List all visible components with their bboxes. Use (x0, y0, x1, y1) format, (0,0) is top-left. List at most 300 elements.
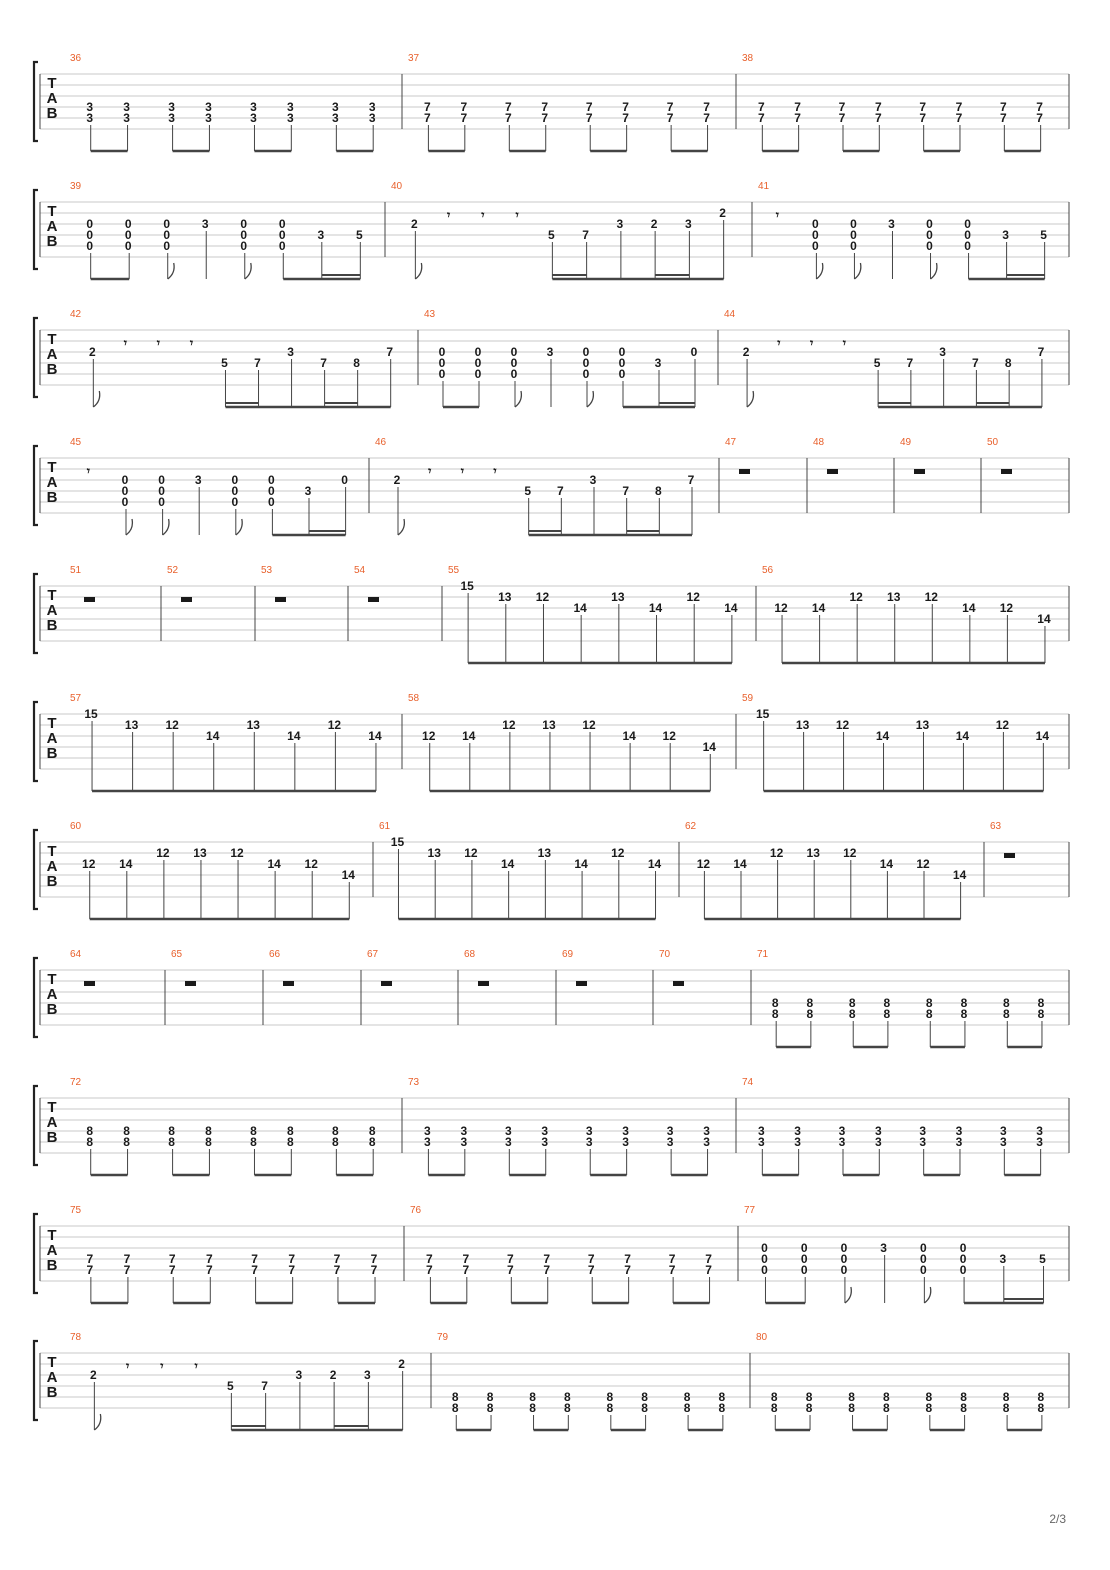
fret-number: 8 (368, 1124, 376, 1138)
fret-number: 8 (806, 996, 814, 1010)
fret-number: 0 (959, 1252, 967, 1266)
fret-number: 3 (589, 473, 597, 487)
fret-number: 3 (201, 217, 209, 231)
fret-number: 13 (611, 590, 625, 604)
fret-number: 0 (926, 228, 933, 242)
fret-number: 0 (582, 356, 590, 370)
fret-number: 12 (464, 846, 478, 860)
note-flag (845, 1287, 851, 1303)
fret-number: 15 (390, 835, 405, 849)
tab-clef-letter: T (47, 331, 57, 348)
fret-number: 3 (622, 1124, 629, 1138)
fret-number: 0 (86, 239, 94, 253)
fret-number: 3 (939, 345, 946, 359)
fret-number: 7 (587, 1252, 595, 1266)
fret-number: 7 (999, 111, 1007, 125)
fret-number: 0 (278, 228, 286, 242)
measure (756, 1332, 1045, 1430)
fret-number: 8 (250, 1135, 257, 1149)
fret-number: 7 (86, 1252, 94, 1266)
measure-number: 71 (757, 949, 769, 960)
tab-clef-letter: B (46, 361, 58, 378)
tab-system (34, 309, 1069, 407)
note-flag (245, 263, 251, 279)
fret-number: 13 (915, 718, 930, 732)
tab-clef-letter: B (46, 489, 58, 506)
fret-number: 13 (498, 590, 512, 604)
fret-number: 7 (687, 473, 695, 487)
fret-number: 0 (124, 217, 132, 231)
fret-number: 8 (882, 1401, 890, 1415)
fret-number: 0 (268, 495, 275, 509)
fret-number: 13 (542, 718, 556, 732)
fret-number: 8 (641, 1390, 648, 1404)
tab-clef-letter: A (46, 1242, 58, 1259)
fret-number: 0 (158, 495, 165, 509)
measure (70, 1332, 405, 1430)
fret-number: 3 (1036, 1124, 1043, 1138)
fret-number: 0 (920, 1252, 927, 1266)
measure-number: 72 (70, 1077, 82, 1088)
measure (762, 565, 1051, 663)
tab-clef-letter: A (46, 474, 58, 491)
fret-number: 14 (500, 857, 515, 871)
fret-number: 0 (278, 239, 286, 253)
fret-number: 7 (666, 100, 674, 114)
measure-number: 78 (70, 1332, 82, 1343)
note-flag (93, 391, 99, 407)
fret-number: 12 (165, 718, 179, 732)
measure-number: 47 (725, 437, 737, 448)
fret-number: 0 (618, 367, 626, 381)
fret-number: 2 (393, 473, 401, 487)
fret-number: 8 (848, 1007, 856, 1021)
measure (659, 949, 684, 986)
measure-number: 70 (659, 949, 671, 960)
measure-number: 66 (269, 949, 281, 960)
fret-number: 7 (205, 1263, 213, 1277)
fret-number: 0 (163, 217, 171, 231)
system-bracket (34, 574, 38, 653)
fret-number: 14 (622, 729, 636, 743)
fret-number: 8 (925, 996, 933, 1010)
fret-number: 13 (193, 846, 207, 860)
fret-number: 7 (541, 100, 549, 114)
fret-number: 3 (874, 1135, 882, 1149)
fret-number: 3 (123, 111, 130, 125)
fret-number: 7 (123, 1263, 131, 1277)
fret-number: 3 (999, 1124, 1007, 1138)
fret-number: 2 (719, 206, 726, 220)
fret-number: 12 (156, 846, 170, 860)
fret-number: 3 (541, 1135, 549, 1149)
measure-number: 59 (742, 693, 754, 704)
fret-number: 12 (304, 857, 318, 871)
measure (70, 309, 393, 407)
measure-number: 61 (379, 821, 391, 832)
system-bracket (34, 702, 38, 781)
measure-number: 50 (987, 437, 999, 448)
fret-number: 8 (848, 1401, 855, 1415)
fret-number: 0 (761, 1252, 768, 1266)
half-rest-icon (673, 981, 684, 986)
fret-number: 3 (757, 1124, 765, 1138)
fret-number: 7 (462, 1263, 470, 1277)
fret-number: 3 (838, 1135, 846, 1149)
fret-number: 8 (925, 1401, 933, 1415)
fret-number: 3 (838, 1124, 846, 1138)
fret-number: 0 (959, 1241, 967, 1255)
tab-clef-letter: A (46, 1114, 58, 1131)
fret-number: 8 (332, 1135, 339, 1149)
note-flag (854, 263, 860, 279)
fret-number: 3 (666, 1135, 674, 1149)
fret-number: 8 (770, 1390, 778, 1404)
fret-number: 14 (724, 601, 738, 615)
fret-number: 3 (874, 1124, 882, 1138)
measure-number: 58 (408, 693, 420, 704)
fret-number: 5 (227, 1379, 234, 1393)
fret-number: 8 (286, 1135, 294, 1149)
eighth-rest-icon: 𝄾 (460, 464, 464, 478)
tab-clef-letter: T (47, 1354, 57, 1371)
fret-number: 8 (529, 1390, 536, 1404)
fret-number: 3 (286, 100, 294, 114)
tab-clef-letter: B (46, 1129, 58, 1146)
fret-number: 7 (703, 111, 710, 125)
measure-number: 65 (171, 949, 183, 960)
measure-number: 75 (70, 1205, 82, 1216)
fret-number: 0 (850, 239, 857, 253)
measure (744, 1205, 1046, 1303)
fret-number: 3 (86, 100, 94, 114)
fret-number: 7 (333, 1252, 341, 1266)
measure (70, 1077, 376, 1175)
fret-number: 12 (662, 729, 676, 743)
eighth-rest-icon: 𝄾 (194, 1359, 198, 1373)
fret-number: 3 (955, 1124, 963, 1138)
tab-clef-letter: B (46, 1001, 58, 1018)
fret-number: 14 (573, 601, 587, 615)
tab-system (34, 1332, 1069, 1430)
fret-number: 8 (805, 1401, 813, 1415)
fret-number: 8 (806, 1007, 814, 1021)
fret-number: 3 (86, 111, 94, 125)
note-flag (515, 391, 521, 407)
measure (379, 821, 662, 919)
fret-number: 3 (616, 217, 624, 231)
fret-number: 5 (355, 228, 363, 242)
fret-number: 0 (121, 484, 129, 498)
fret-number: 7 (462, 1252, 470, 1266)
measure-number: 77 (744, 1205, 756, 1216)
fret-number: 14 (875, 729, 890, 743)
half-rest-icon (1004, 853, 1015, 858)
fret-number: 0 (850, 228, 857, 242)
tab-clef-letter: A (46, 346, 58, 363)
fret-number: 7 (543, 1263, 551, 1277)
fret-number: 12 (582, 718, 596, 732)
measure (171, 949, 196, 986)
fret-number: 3 (332, 100, 339, 114)
fret-number: 8 (123, 1124, 130, 1138)
fret-number: 7 (254, 356, 261, 370)
fret-number: 3 (1036, 1135, 1043, 1149)
tab-clef-letter: A (46, 858, 58, 875)
fret-number: 8 (168, 1135, 175, 1149)
system-bracket (34, 958, 38, 1037)
fret-number: 3 (205, 100, 212, 114)
fret-number: 0 (800, 1252, 808, 1266)
fret-number: 12 (995, 718, 1010, 732)
measure (261, 565, 286, 602)
measure (70, 693, 382, 791)
note-flag (816, 263, 822, 279)
measure (448, 565, 738, 663)
tab-clef-letter: A (46, 986, 58, 1003)
tab-clef-letter: A (46, 1369, 58, 1386)
note-flag (168, 263, 174, 279)
fret-number: 3 (304, 484, 312, 498)
note-flag (587, 391, 593, 407)
fret-number: 12 (230, 846, 244, 860)
fret-number: 8 (1037, 1007, 1045, 1021)
fret-number: 0 (761, 1241, 768, 1255)
tab-system (34, 693, 1069, 791)
fret-number: 8 (960, 1390, 967, 1404)
measure-number: 46 (375, 437, 387, 448)
note-flag (415, 263, 421, 279)
fret-number: 3 (546, 345, 554, 359)
fret-number: 3 (888, 217, 895, 231)
fret-number: 0 (438, 367, 446, 381)
fret-number: 0 (964, 228, 971, 242)
fret-number: 0 (86, 228, 94, 242)
fret-number: 3 (194, 473, 202, 487)
fret-number: 7 (251, 1263, 258, 1277)
tab-system (34, 437, 1069, 535)
measure (70, 53, 376, 151)
fret-number: 0 (510, 356, 518, 370)
measure-number: 76 (410, 1205, 422, 1216)
fret-number: 0 (240, 228, 248, 242)
fret-number: 5 (873, 356, 881, 370)
fret-number: 0 (926, 217, 933, 231)
measure-number: 40 (391, 181, 403, 192)
fret-number: 7 (622, 484, 630, 498)
fret-number: 7 (543, 1252, 551, 1266)
fret-number: 8 (654, 484, 662, 498)
fret-number: 7 (460, 111, 468, 125)
tab-clef-letter: T (47, 715, 57, 732)
measure (900, 437, 925, 474)
fret-number: 2 (90, 1368, 97, 1382)
fret-number: 8 (332, 1124, 339, 1138)
tab-clef-letter: A (46, 218, 58, 235)
fret-number: 3 (504, 1124, 512, 1138)
measure-number: 80 (756, 1332, 768, 1343)
eighth-rest-icon: 𝄾 (160, 1359, 164, 1373)
fret-number: 3 (504, 1135, 512, 1149)
fret-number: 8 (1002, 1007, 1010, 1021)
half-rest-icon (84, 597, 95, 602)
tab-clef-letter: T (47, 1099, 57, 1116)
fret-number: 0 (158, 473, 165, 487)
eighth-rest-icon: 𝄾 (481, 208, 485, 222)
fret-number: 8 (205, 1124, 212, 1138)
fret-number: 3 (123, 100, 130, 114)
fret-number: 12 (422, 729, 436, 743)
fret-number: 8 (771, 1007, 779, 1021)
eighth-rest-icon: 𝄾 (777, 336, 781, 350)
fret-number: 2 (398, 1357, 405, 1371)
measure (757, 949, 1045, 1047)
fret-number: 7 (622, 100, 629, 114)
eighth-rest-icon: 𝄾 (493, 464, 497, 478)
fret-number: 7 (705, 1263, 712, 1277)
tab-clef-letter: B (46, 617, 58, 634)
fret-number: 7 (585, 111, 593, 125)
system-bracket (34, 1341, 38, 1420)
fret-number: 8 (925, 1390, 933, 1404)
fret-number: 8 (86, 1124, 94, 1138)
tab-clef-letter: T (47, 1227, 57, 1244)
fret-number: 3 (919, 1135, 927, 1149)
fret-number: 0 (920, 1241, 927, 1255)
measure (724, 309, 1045, 407)
fret-number: 14 (574, 857, 588, 871)
measure (987, 437, 1012, 474)
fret-number: 12 (835, 718, 850, 732)
note-flag (236, 519, 242, 535)
fret-number: 3 (880, 1241, 887, 1255)
fret-number: 3 (666, 1124, 674, 1138)
fret-number: 8 (718, 1401, 726, 1415)
half-rest-icon (576, 981, 587, 986)
measure (408, 53, 710, 151)
fret-number: 3 (364, 1368, 371, 1382)
fret-number: 3 (168, 111, 175, 125)
tab-clef-letter: A (46, 602, 58, 619)
fret-number: 14 (811, 601, 826, 615)
fret-number: 0 (231, 473, 239, 487)
fret-number: 14 (955, 729, 970, 743)
system-bracket (34, 1086, 38, 1165)
measure (437, 1332, 726, 1430)
fret-number: 8 (1002, 1390, 1010, 1404)
tab-system (34, 1077, 1069, 1175)
measure-number: 41 (758, 181, 770, 192)
fret-number: 13 (537, 846, 552, 860)
fret-number: 7 (955, 111, 963, 125)
system-bracket (34, 1214, 38, 1293)
fret-number: 14 (368, 729, 382, 743)
measure-number: 37 (408, 53, 420, 64)
fret-number: 5 (221, 356, 228, 370)
fret-number: 0 (920, 1263, 927, 1277)
tab-clef-letter: B (46, 873, 58, 890)
fret-number: 0 (124, 228, 132, 242)
tab-clef-letter: A (46, 90, 58, 107)
tab-system (34, 1205, 1069, 1303)
fret-number: 12 (849, 590, 863, 604)
fret-number: 12 (502, 718, 516, 732)
fret-number: 0 (231, 484, 239, 498)
measure (167, 565, 192, 602)
fret-number: 5 (524, 484, 532, 498)
fret-number: 14 (287, 729, 301, 743)
tab-clef-letter: B (46, 233, 58, 250)
fret-number: 8 (368, 1135, 376, 1149)
measure (70, 949, 95, 986)
fret-number: 7 (123, 1252, 131, 1266)
fret-number: 8 (123, 1135, 130, 1149)
fret-number: 7 (460, 100, 468, 114)
measure-number: 52 (167, 565, 179, 576)
fret-number: 8 (205, 1135, 212, 1149)
measure (391, 181, 726, 279)
fret-number: 7 (1036, 100, 1043, 114)
fret-number: 7 (504, 100, 512, 114)
fret-number: 2 (742, 345, 750, 359)
fret-number: 8 (168, 1124, 175, 1138)
fret-number: 0 (121, 495, 129, 509)
fret-number: 5 (1039, 1252, 1046, 1266)
fret-number: 3 (703, 1135, 710, 1149)
fret-number: 0 (438, 356, 446, 370)
fret-number: 7 (757, 100, 765, 114)
note-flag (398, 519, 404, 535)
fret-number: 13 (795, 718, 810, 732)
fret-number: 8 (848, 996, 856, 1010)
fret-number: 7 (506, 1263, 514, 1277)
eighth-rest-icon: 𝄾 (809, 336, 814, 350)
note-flag (931, 263, 937, 279)
fret-number: 3 (585, 1135, 593, 1149)
eighth-rest-icon: 𝄾 (428, 464, 432, 478)
fret-number: 3 (286, 111, 294, 125)
fret-number: 7 (587, 1263, 595, 1277)
fret-number: 8 (883, 1007, 891, 1021)
fret-number: 15 (755, 707, 770, 721)
fret-number: 7 (838, 111, 846, 125)
tab-clef-letter: B (46, 105, 58, 122)
fret-number: 8 (451, 1401, 459, 1415)
fret-number: 7 (288, 1252, 296, 1266)
tab-clef-letter: T (47, 587, 57, 604)
fret-number: 3 (999, 1135, 1007, 1149)
fret-number: 8 (486, 1401, 494, 1415)
fret-number: 0 (438, 345, 446, 359)
fret-number: 0 (474, 367, 482, 381)
fret-number: 8 (770, 1401, 778, 1415)
fret-number: 8 (683, 1390, 691, 1404)
system-bracket (34, 830, 38, 909)
tab-clef-letter: T (47, 459, 57, 476)
measure-number: 36 (70, 53, 82, 64)
half-rest-icon (914, 469, 925, 474)
fret-number: 8 (1004, 356, 1012, 370)
measure (70, 437, 348, 535)
fret-number: 8 (641, 1401, 648, 1415)
fret-number: 7 (168, 1263, 176, 1277)
fret-number: 3 (424, 1124, 431, 1138)
fret-number: 0 (840, 1263, 848, 1277)
fret-number: 7 (999, 100, 1007, 114)
measure-number: 69 (562, 949, 574, 960)
eighth-rest-icon: 𝄾 (123, 336, 127, 350)
measure-number: 39 (70, 181, 82, 192)
